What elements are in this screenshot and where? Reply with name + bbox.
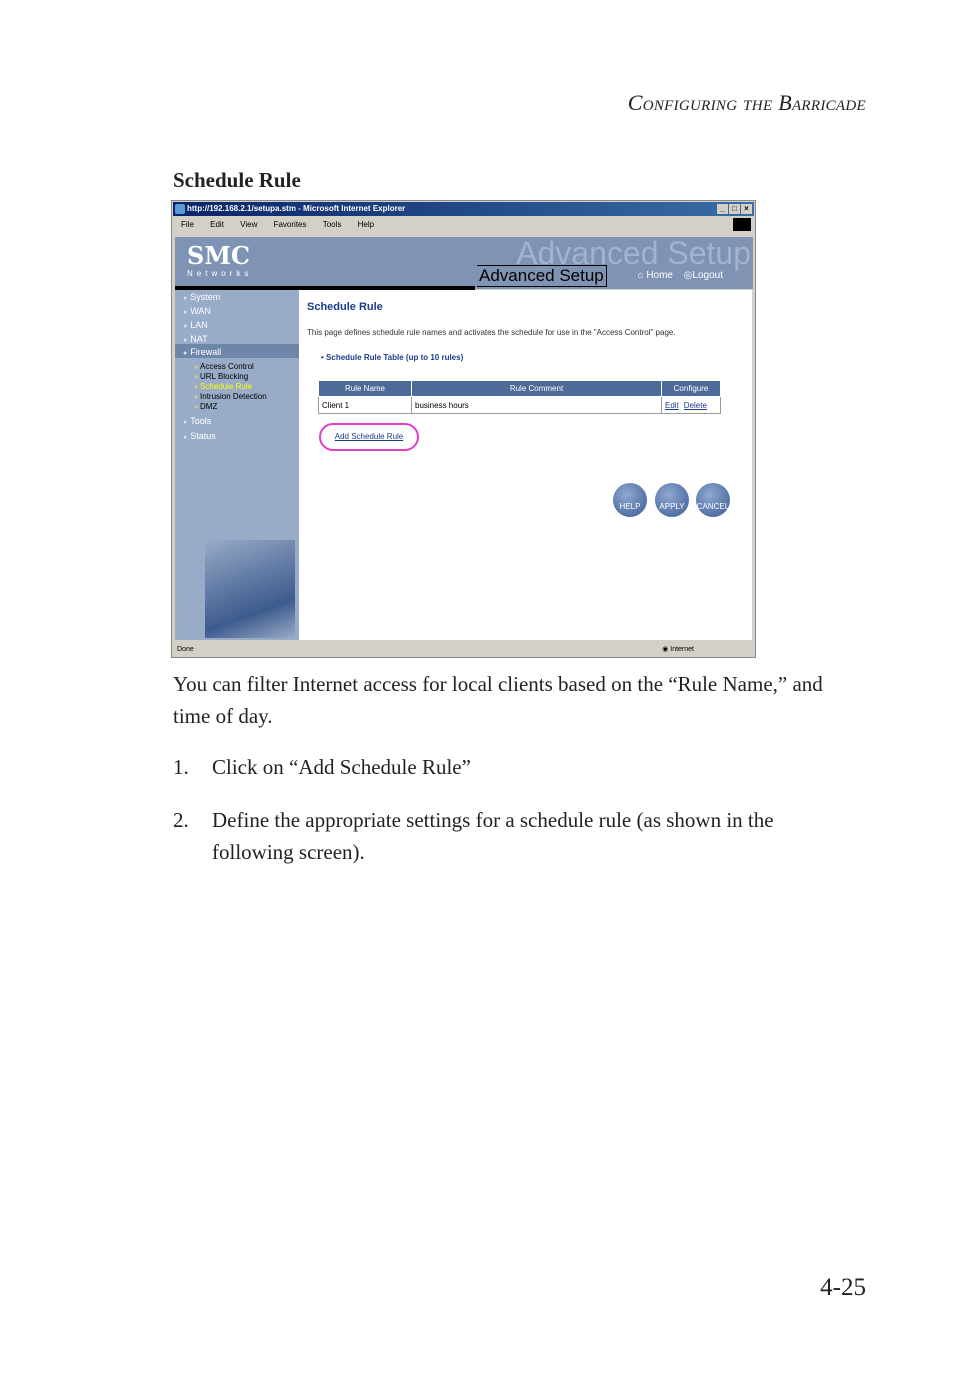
step-2-number: 2. — [173, 808, 189, 832]
banner — [175, 237, 753, 289]
step-1-text: Click on “Add Schedule Rule” — [212, 755, 471, 779]
menu-file[interactable]: File — [181, 220, 194, 229]
help-button[interactable]: HELP — [613, 483, 647, 517]
status-zone-text: Internet — [670, 646, 694, 653]
sidebar-item-lan[interactable]: ● LAN — [183, 320, 208, 330]
maximize-button[interactable]: □ — [729, 204, 740, 214]
status-done: Done — [177, 646, 194, 653]
section-title: Schedule Rule — [173, 168, 301, 192]
sidebar-item-nat[interactable]: ● NAT — [183, 334, 208, 344]
cell-rule-name: Client 1 — [319, 397, 412, 414]
content-title: Schedule Rule — [307, 301, 383, 313]
step-1 — [173, 751, 863, 785]
table-caption: • Schedule Rule Table (up to 10 rules) — [321, 353, 464, 362]
sidebar-sub-url-blocking[interactable]: ▸ URL Blocking — [195, 372, 248, 381]
minimize-button[interactable]: _ — [717, 204, 728, 214]
sidebar-sub-access-control[interactable]: ▸ Access Control — [195, 362, 254, 371]
step-2 — [173, 804, 863, 874]
window-title: http://192.168.2.1/setupa.stm - Microsoft Internet Explorer — [187, 204, 406, 213]
main-content — [299, 290, 752, 640]
sidebar-decorative-image — [205, 540, 295, 638]
sidebar — [175, 290, 299, 640]
sidebar-sub-intrusion-detection[interactable]: ▸ Intrusion Detection — [195, 392, 267, 401]
menu-help[interactable]: Help — [357, 220, 375, 229]
cancel-button[interactable]: CANCEL — [696, 483, 730, 517]
menu-edit[interactable]: Edit — [210, 220, 224, 229]
step-1-number: 1. — [173, 755, 189, 779]
banner-label: Advanced Setup — [477, 265, 607, 287]
table-row — [319, 397, 721, 414]
status-zone: ◉ Internet — [662, 646, 694, 653]
browser-screenshot — [171, 200, 756, 658]
table-caption-text: Schedule Rule Table (up to 10 rules) — [326, 353, 464, 362]
home-link[interactable]: ⌂ Home — [637, 270, 673, 281]
window-titlebar — [173, 202, 754, 216]
add-schedule-rule-button[interactable]: Add Schedule Rule — [319, 423, 419, 451]
apply-button[interactable]: APPLY — [655, 483, 689, 517]
col-configure: Configure — [662, 381, 721, 397]
menu-view[interactable]: View — [240, 220, 258, 229]
schedule-rule-table — [318, 380, 721, 414]
menu-favorites[interactable]: Favorites — [273, 220, 307, 229]
menu-bar — [173, 217, 754, 233]
sidebar-item-firewall[interactable]: ● Firewall — [183, 347, 221, 357]
sidebar-sub-schedule-rule[interactable]: ▸ Schedule Rule — [195, 382, 252, 391]
col-rule-comment: Rule Comment — [412, 381, 662, 397]
logout-link[interactable]: ◎Logout — [683, 270, 723, 281]
content-description: This page defines schedule rule names and activates the schedule for use in the "Access Control" page. — [307, 328, 676, 337]
edit-link[interactable]: Edit — [665, 400, 679, 410]
sidebar-item-status[interactable]: ● Status — [183, 431, 216, 441]
close-button[interactable]: × — [741, 204, 752, 214]
cell-configure — [662, 397, 721, 414]
sidebar-item-tools[interactable]: ● Tools — [183, 416, 211, 426]
windows-logo-icon — [733, 218, 751, 231]
sidebar-item-wan[interactable]: ● WAN — [183, 306, 211, 316]
intro-paragraph: You can filter Internet access for local clients based on the “Rule Name,” and time of day. — [173, 672, 823, 728]
smc-logo: SMC — [187, 241, 250, 270]
cell-rule-comment: business hours — [412, 397, 662, 414]
home-label: Home — [646, 270, 673, 281]
sidebar-sub-dmz[interactable]: ▸ DMZ — [195, 402, 217, 411]
menu-tools[interactable]: Tools — [322, 220, 342, 229]
page-number: 4-25 — [820, 1274, 866, 1301]
logout-label: Logout — [692, 270, 723, 281]
banner-watermark: Advanced Setup — [516, 235, 751, 271]
status-bar — [173, 643, 754, 656]
col-rule-name: Rule Name — [319, 381, 412, 397]
sidebar-item-system[interactable]: ● System — [183, 292, 220, 302]
delete-link[interactable]: Delete — [683, 400, 707, 410]
ie-icon — [175, 204, 185, 214]
smc-logo-sub: Networks — [187, 269, 253, 278]
running-header: Configuring the Barricade — [627, 90, 866, 115]
step-2-text: Define the appropriate settings for a schedule rule (as shown in the following screen). — [212, 808, 774, 864]
